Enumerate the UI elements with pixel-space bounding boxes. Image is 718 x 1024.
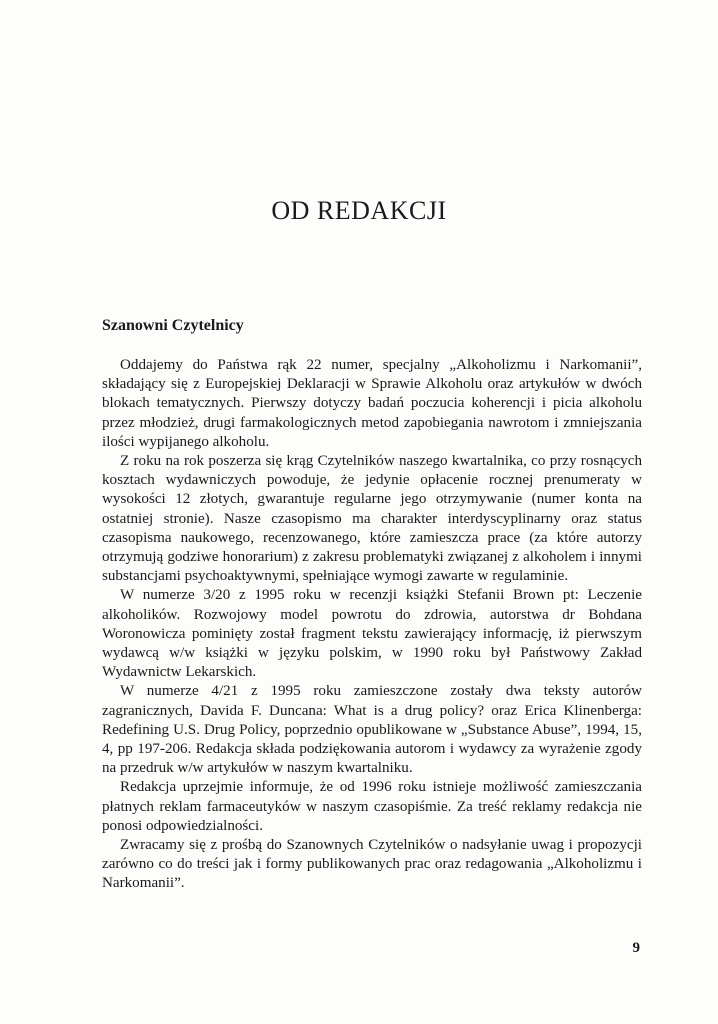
paragraph-5: Redakcja uprzejmie informuje, że od 1996 roku istnieje możliwość zamieszczania płatnych reklam farmaceutyków w naszym czasopiśmie. Za treść reklamy redakcja nie ponosi odpowiedzialności. (102, 779, 642, 834)
paragraph-1: Oddajemy do Państwa rąk 22 numer, specjalny „Alkoholizmu i Narkomanii”, składający się z Europejskiej Deklaracji w Sprawie Alkoholu oraz artykułów w dwóch blokach tematycznych. Pierwszy dotyczy badań poczucia koherencji i picia alkoholu przez młodzież, drugi farmakologicznych metod zapobiegania nawrotom i zmniejszania ilości wypijanego alkoholu. (102, 357, 642, 450)
page-title: OD REDAKCJI (271, 196, 447, 225)
paragraph-3: W numerze 3/20 z 1995 roku w recenzji książki Stefanii Brown pt: Leczenie alkoholików. Rozwojowy model powrotu do zdrowia, autorstwa dr Bohdana Woronowicza pominięty został fragment tekstu zawierający informację, iż pierwszym wydawcą w/w książki w języku polskim, w 1990 roku był Państwowy Zakład Wydawnictw Lekarskich. (102, 587, 642, 681)
greeting-heading: Szanowni Czytelnicy (102, 317, 244, 334)
body-text (102, 356, 642, 894)
paragraph-6: Zwracamy się z prośbą do Szanownych Czytelników o nadsyłanie uwag i propozycji zarówno co do treści jak i formy publikowanych prac oraz redagowania „Alkoholizmu i Narkomanii”. (102, 837, 642, 892)
page-number: 9 (632, 940, 640, 956)
paragraph-4: W numerze 4/21 z 1995 roku zamieszczone zostały dwa teksty autorów zagranicznych, Davida F. Duncana: What is a drug policy? oraz Erica Klinenberga: Redefining U.S. Drug Policy, poprzednio opublikowane w „Substance Abuse”, 1994, 15, 4, pp 197-206. Redakcja składa podziękowania autorom i wydawcy za wyrażenie zgody na przedruk w/w artykułów w naszym kwartalniku. (102, 683, 642, 777)
paragraph-2: Z roku na rok poszerza się krąg Czytelników naszego kwartalnika, co przy rosnących kosztach wydawniczych powoduje, że jedynie opłacenie rocznej prenumeraty w wysokości 12 złotych, gwarantuje regularne jego otrzymywanie (numer konta na ostatniej stronie). Nasze czasopismo ma charakter interdyscyplinarny oraz status czasopisma naukowego, recenzowanego, które zamieszcza prace (za które autorzy otrzymują godziwe honorarium) z zakresu problematyki związanej z alkoholem i innymi substancjami psychoaktywnymi, spełniające wymogi zawarte w regulaminie. (102, 453, 642, 585)
